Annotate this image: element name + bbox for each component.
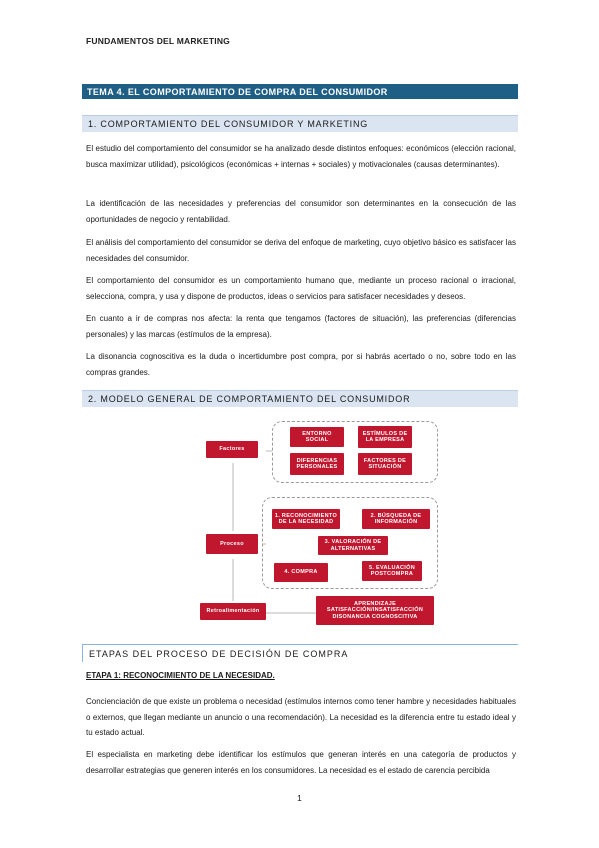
retroalimentacion-box: Retroalimentación bbox=[200, 603, 266, 620]
estimulos-empresa-box: ESTÍMULOS DE LA EMPRESA bbox=[358, 426, 412, 448]
paragraph: Concienciación de que existe un problema o necesidad (estímulos internos como tener hambre y necesidades habituales o externos, que llegan mediante un anuncio o una recomendación). La necesidad es la diferencia entre tu estado ideal y tu estado actual. bbox=[86, 697, 516, 737]
step-5-box: 5. EVALUACIÓN POSTCOMPRA bbox=[362, 561, 422, 581]
aprendizaje-box: APRENDIZAJE SATISFACCIÓN/INSATISFACCIÓN DISONANCIA COGNOSCITIVA bbox=[316, 596, 434, 625]
entorno-social-box: ENTORNO SOCIAL bbox=[290, 427, 344, 447]
page-header: FUNDAMENTOS DEL MARKETING bbox=[86, 36, 230, 46]
paragraph: La disonancia cognoscitiva es la duda o incertidumbre post compra, por si habrás acertado o no, sobre todo en las compras grandes. bbox=[86, 352, 516, 377]
consumer-behavior-diagram bbox=[198, 393, 448, 629]
diferencias-personales-box: DIFERENCIAS PERSONALES bbox=[290, 453, 344, 475]
etapa-1-subtitle: ETAPA 1: RECONOCIMIENTO DE LA NECESIDAD. bbox=[86, 671, 275, 680]
step-1-box: 1. RECONOCIMIENTO DE LA NECESIDAD bbox=[272, 509, 340, 529]
step-2-box: 2. BÚSQUEDA DE INFORMACIÓN bbox=[362, 509, 430, 529]
proceso-box: Proceso bbox=[206, 534, 258, 554]
paragraph: El especialista en marketing debe identificar los estímulos que generan interés en una categoría de productos y desarrollar estrategias que generen interés en los consumidores. La necesidad es el estado de carencia percibida bbox=[86, 750, 516, 775]
paragraph: El análisis del comportamiento del consumidor se deriva del enfoque de marketing, cuyo objetivo básico es satisfacer las necesidades del consumidor. bbox=[86, 238, 516, 263]
paragraph: El comportamiento del consumidor es un comportamiento humano que, mediante un proceso racional o irracional, selecciona, compra, y usa y dispone de productos, ideas o servicios para satisfacer necesidades y deseos. bbox=[86, 276, 516, 301]
step-4-box: 4. COMPRA bbox=[274, 563, 328, 582]
paragraph: El estudio del comportamiento del consumidor se ha analizado desde distintos enfoques: económicos (elección racional, busca maximizar utilidad), psicológicos (económicas + internas + sociales) y motivacionales (causas determinantes). bbox=[86, 144, 516, 169]
paragraph: La identificación de las necesidades y preferencias del consumidor son determinantes en la consecución de las oportunidades de negocio y rentabilidad. bbox=[86, 199, 516, 224]
paragraph: En cuanto a ir de compras nos afecta: la renta que tengamos (factores de situación), las preferencias (diferencias personales) y las marcas (estímulos de la empresa). bbox=[86, 314, 516, 339]
topic-title-bar: TEMA 4. EL COMPORTAMIENTO DE COMPRA DEL CONSUMIDOR bbox=[82, 84, 518, 99]
section-etapas-title: ETAPAS DEL PROCESO DE DECISIÓN DE COMPRA bbox=[82, 644, 518, 662]
section-1-title: 1. COMPORTAMIENTO DEL CONSUMIDOR Y MARKETING bbox=[82, 115, 518, 132]
factores-box: Factores bbox=[206, 441, 258, 458]
section-2-title: 2. MODELO GENERAL DE COMPORTAMIENTO DEL CONSUMIDOR bbox=[82, 390, 518, 407]
factores-situacion-box: FACTORES DE SITUACIÓN bbox=[358, 453, 412, 475]
step-3-box: 3. VALORACIÓN DE ALTERNATIVAS bbox=[318, 536, 388, 555]
page-number: 1 bbox=[297, 793, 302, 803]
